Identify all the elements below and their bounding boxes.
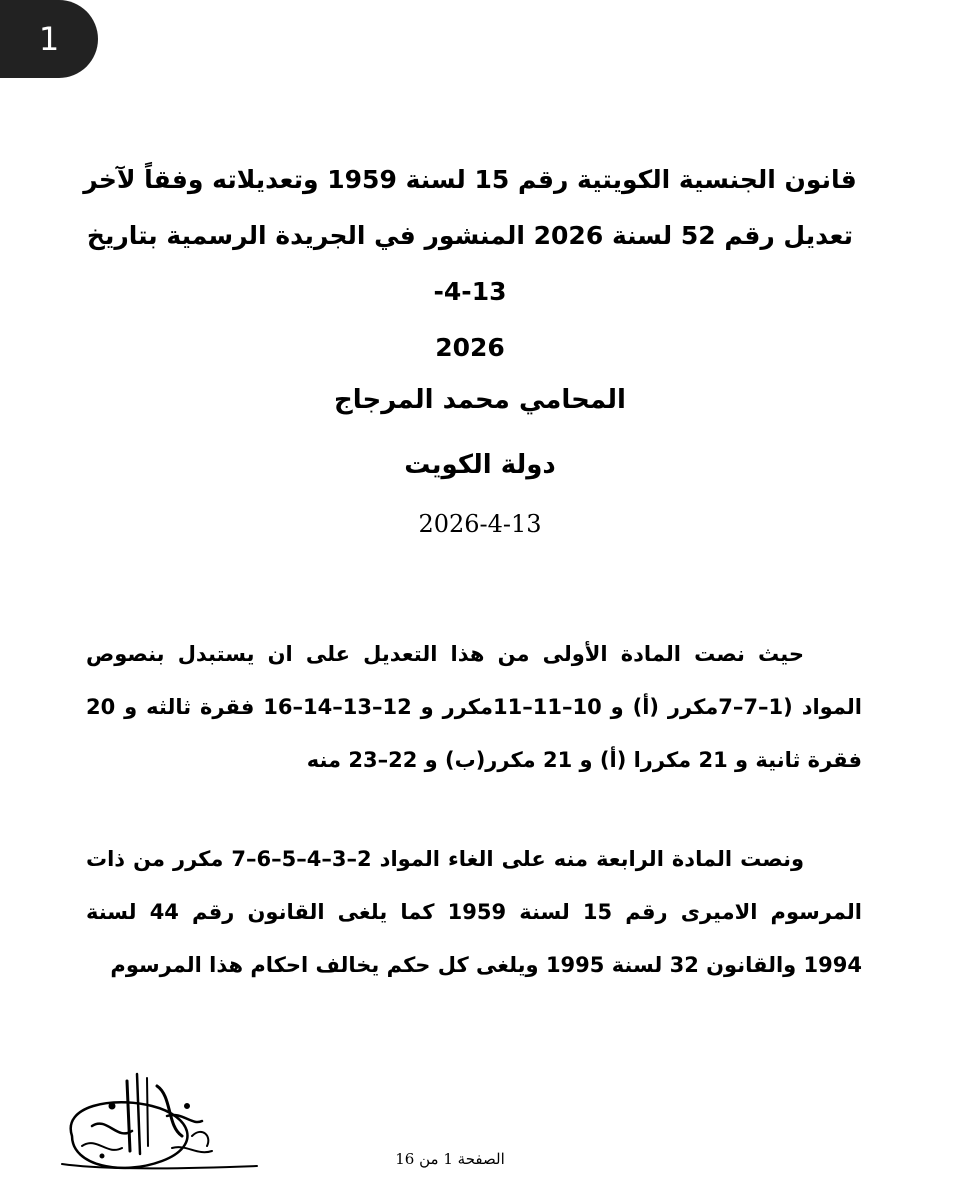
page-footer: الصفحة 1 من 16 — [395, 1150, 505, 1168]
calligraphy-signature-icon — [52, 1066, 262, 1186]
paragraph-article-one: حيث نصت المادة الأولى من هذا التعديل على ان يستبدل بنصوص المواد (1–7–7مكرر (أ) و 10–11–11مكرر و 12–13–14–16 فقرة ثالثه و 20 فقرة ثانية و 21 مكررا (أ) و 21 مكرر(ب) و 22–23 منه — [86, 642, 862, 772]
title-line-1: قانون الجنسية الكويتية رقم 15 لسنة 1959 وتعديلاته وفقاً لآخر — [83, 165, 857, 194]
country-name: دولة الكويت — [404, 450, 556, 480]
document-date: 2026-4-13 — [418, 510, 542, 538]
document-title — [80, 152, 860, 376]
author-name: المحامي محمد المرجاج — [334, 385, 626, 415]
page-number-badge: 1 — [0, 0, 98, 78]
title-line-3: 2026 — [435, 333, 505, 362]
title-line-2: تعديل رقم 52 لسنة 2026 المنشور في الجريدة الرسمية بتاريخ 13-4- — [86, 221, 854, 306]
paragraph-article-four: ونصت المادة الرابعة منه على الغاء المواد 2–3–4–5–6–7 مكرر من ذات المرسوم الاميرى رقم 15 لسنة 1959 كما يلغى القانون رقم 44 لسنة 1994 والقانون 32 لسنة 1995 ويلغى كل حكم يخالف احكام هذا المرسوم — [86, 847, 862, 977]
